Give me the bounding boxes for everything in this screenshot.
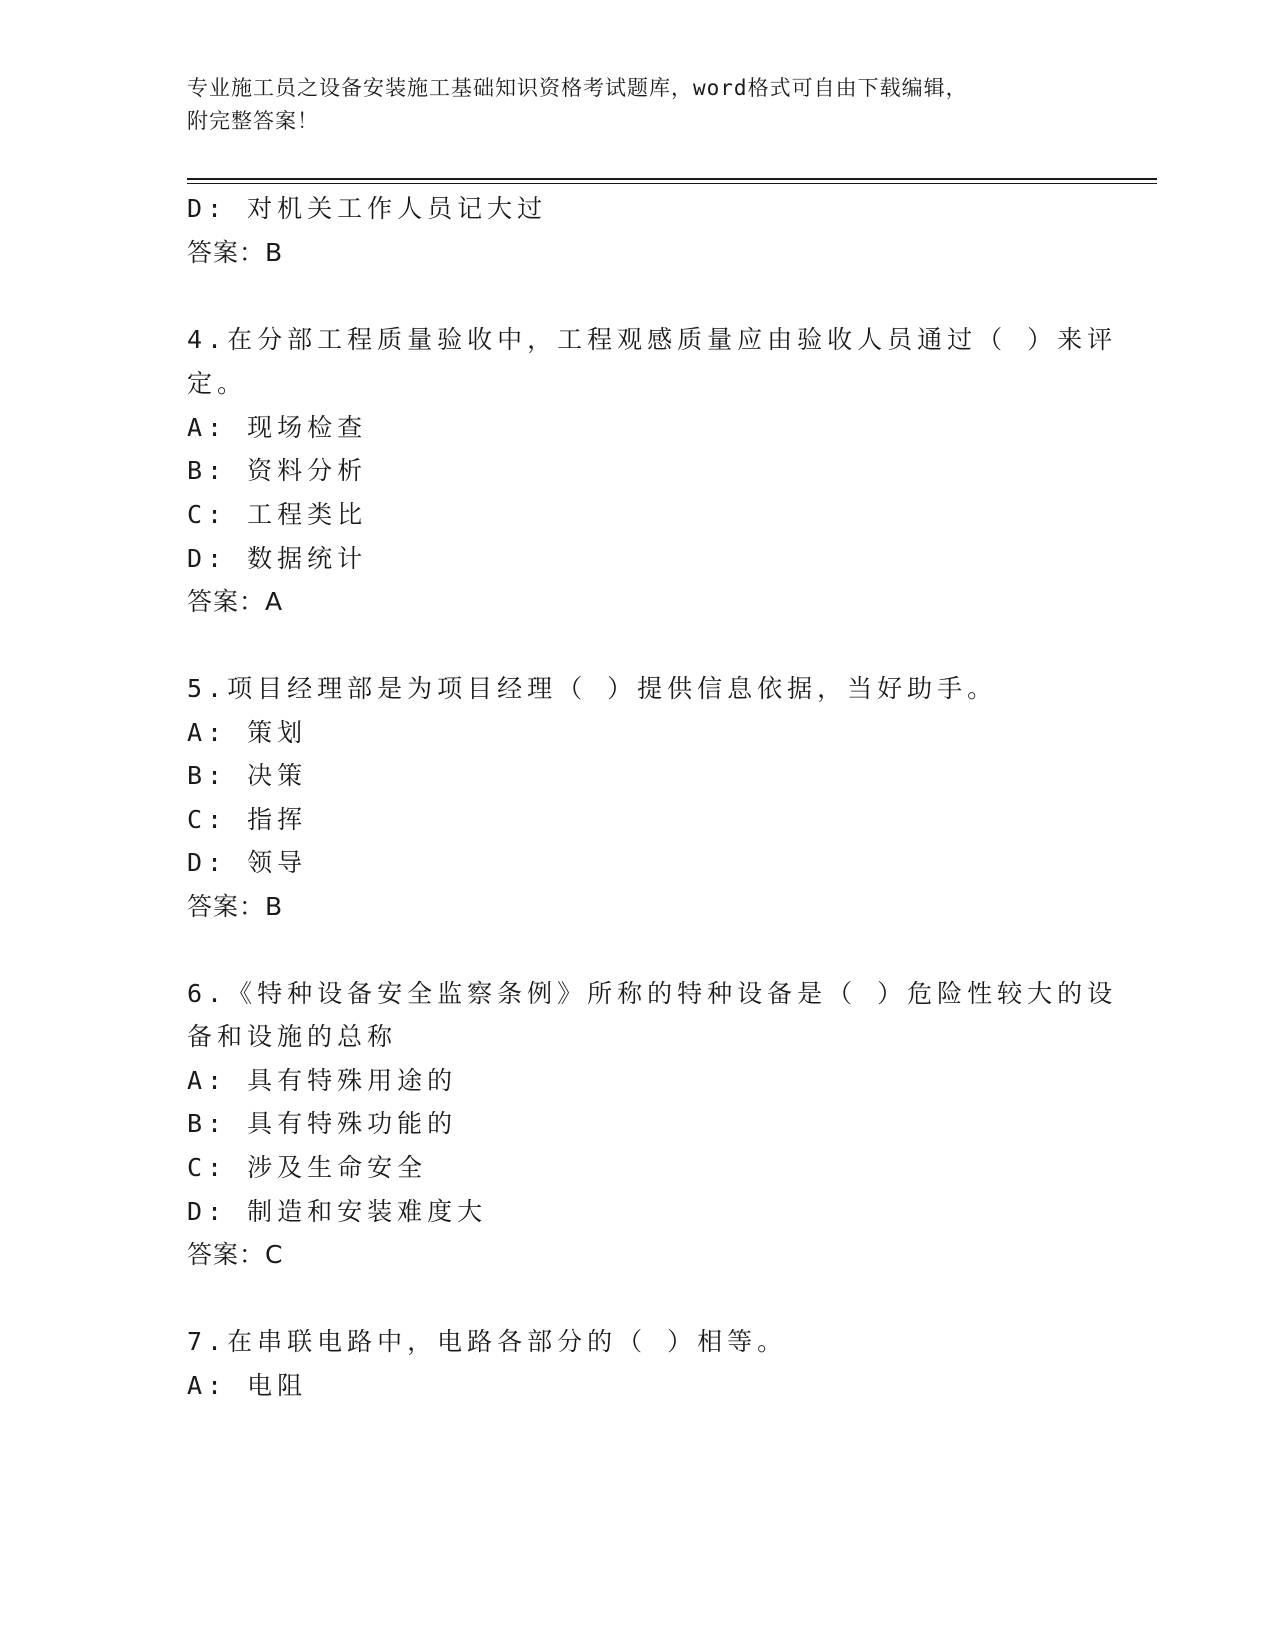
option-a: A: 具有特殊用途的	[187, 1066, 458, 1095]
answer-line: 答案：B	[187, 892, 284, 921]
option-b: B: 决策	[187, 761, 308, 790]
answer-line: 答案：C	[187, 1240, 284, 1269]
answer-line: 答案：A	[187, 587, 284, 616]
question-7-text: 7.在串联电路中，电路各部分的（ ）相等。	[187, 1327, 788, 1356]
option-a: A: 策划	[187, 718, 308, 747]
option-d: D: 数据统计	[187, 544, 368, 573]
question-4-text: 4.在分部工程质量验收中，工程观感质量应由验收人员通过（ ）来评	[187, 325, 1118, 354]
document-header	[187, 72, 1087, 138]
option-c: C: 指挥	[187, 805, 308, 834]
question-6-text: 6.《特种设备安全监察条例》所称的特种设备是（ ）危险性较大的设	[187, 979, 1118, 1008]
header-divider-thick	[187, 178, 1157, 180]
header-divider-thin	[187, 183, 1157, 184]
question-4-text-cont: 定。	[187, 369, 248, 398]
question-6-text-cont: 备和设施的总称	[187, 1022, 398, 1051]
header-line-2: 附完整答案！	[187, 109, 319, 133]
option-d: D: 制造和安装难度大	[187, 1197, 488, 1226]
option-a: A: 电阻	[187, 1371, 308, 1400]
option-a: A: 现场检查	[187, 413, 368, 442]
option-d: D: 对机关工作人员记大过	[187, 194, 548, 223]
answer-line: 答案：B	[187, 238, 284, 267]
option-b: B: 资料分析	[187, 456, 368, 485]
option-c: C: 涉及生命安全	[187, 1153, 428, 1182]
header-line-1: 专业施工员之设备安装施工基础知识资格考试题库，word格式可自由下载编辑，	[187, 76, 968, 100]
option-d: D: 领导	[187, 848, 308, 877]
question-5-text: 5.项目经理部是为项目经理（ ）提供信息依据，当好助手。	[187, 674, 998, 703]
option-c: C: 工程类比	[187, 500, 368, 529]
option-b: B: 具有特殊功能的	[187, 1109, 458, 1138]
document-page	[187, 0, 1157, 1650]
